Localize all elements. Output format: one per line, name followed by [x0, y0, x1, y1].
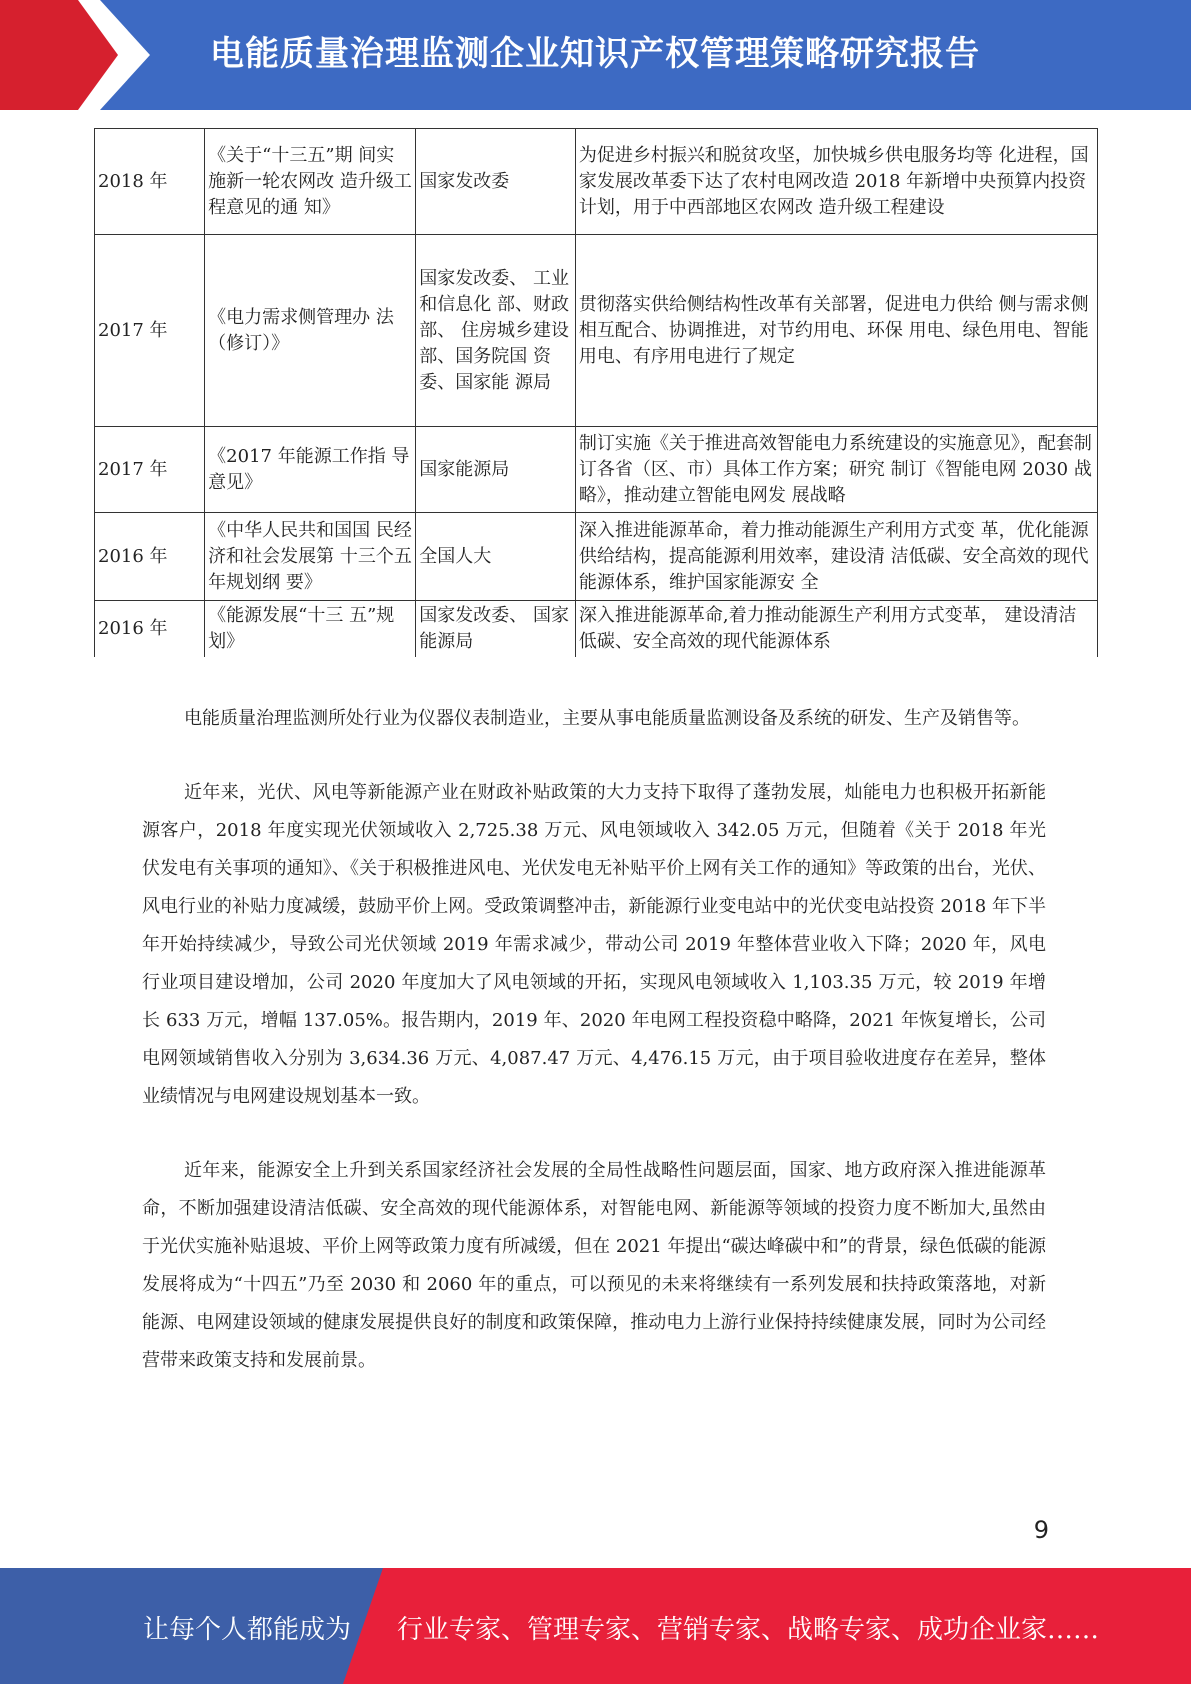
paragraph: 电能质量治理监测所处行业为仪器仪表制造业，主要从事电能质量监测设备及系统的研发、生产及销售等。 [184, 708, 1030, 729]
body-text [142, 700, 1046, 1416]
policy-year: 2016 年 [95, 601, 205, 658]
policy-department: 全国人大 [416, 513, 576, 601]
paragraph: 近年来，能源安全上升到关系国家经济社会发展的全局性战略性问题层面，国家、地方政府深入推进能源革命，不断加强建设清洁低碳、安全高效的现代能源体系，对智能电网、新能源等领域的投资力度不断加大,虽然由于光伏实施补贴退坡、平价上网等政策力度有所减缓，但在 2021 年提出“碳达峰碳中和”的背景，绿色低碳的能源发展将成为“十四五”乃至 2030 和 2060 年的重点，可以预见的未来将继续有一系列发展和扶持政策落地，对新能源、电网建设领域的健康发展提供良好的制度和政策保障，推动电力上游行业保持持续健康发展，同时为公司经营带来政策支持和发展前景。 [142, 1160, 1046, 1371]
policy-name: 《能源发展“十三 五”规划》 [205, 601, 416, 658]
policy-description: 为促进乡村振兴和脱贫攻坚，加快城乡供电服务均等 化进程，国家发展改革委下达了农村电网改造 2018 年新增中央预算内投资计划，用于中西部地区农网改 造升级工程建设 [575, 129, 1097, 235]
policy-department: 国家发改委、 国家能源局 [416, 601, 576, 658]
policy-department: 国家能源局 [416, 427, 576, 513]
policy-table [94, 128, 1098, 657]
policy-description: 制订实施《关于推进高效智能电力系统建设的实施意见》，配套制订各省（区、市）具体工作方案；研究 制订《智能电网 2030 战略》，推动建立智能电网发 展战略 [575, 427, 1097, 513]
policy-name: 《关于“十三五”期 间实施新一轮农网改 造升级工程意见的通 知》 [205, 129, 416, 235]
footer-slogan-right: 行业专家、管理专家、营销专家、战略专家、成功企业家…… [397, 1615, 1100, 1645]
table-row [95, 235, 1098, 427]
paragraph: 近年来，光伏、风电等新能源产业在财政补贴政策的大力支持下取得了蓬勃发展，灿能电力也积极开拓新能源客户，2018 年度实现光伏领域收入 2,725.38 万元、风电领域收入 342.05 万元，但随着《关于 2018 年光伏发电有关事项的通知》、《关于积极推进风电、光伏发电无补贴平价上网有关工作的通知》等政策的出台，光伏、风电行业的补贴力度减缓，鼓励平价上网。受政策调整冲击，新能源行业变电站中的光伏变电站投资 2018 年下半年开始持续减少，导致公司光伏领域 2019 年需求减少，带动公司 2019 年整体营业收入下降；2020 年，风电行业项目建设增加，公司 2020 年度加大了风电领域的开拓，实现风电领域收入 1,103.35 万元，较 2019 年增长 633 万元，增幅 137.05%。报告期内，2019 年、2020 年电网工程投资稳中略降，2021 年恢复增长，公司电网领域销售收入分别为 3,634.36 万元、4,087.47 万元、4,476.15 万元，由于项目验收进度存在差异，整体业绩情况与电网建设规划基本一致。 [142, 782, 1046, 1107]
table-row [95, 129, 1098, 235]
policy-description: 深入推进能源革命，着力推动能源生产利用方式变 革，优化能源供给结构，提高能源利用效率，建设清 洁低碳、安全高效的现代能源体系，维护国家能源安 全 [575, 513, 1097, 601]
policy-name: 《2017 年能源工作指 导意见》 [205, 427, 416, 513]
policy-name: 《电力需求侧管理办 法（修订）》 [205, 235, 416, 427]
page-number: 9 [1033, 1516, 1049, 1544]
footer-slogan-left: 让每个人都能成为 [143, 1615, 352, 1645]
table-row [95, 601, 1098, 658]
table-row [95, 427, 1098, 513]
policy-department: 国家发改委 [416, 129, 576, 235]
policy-department: 国家发改委、 工业和信息化 部、财政部、 住房城乡建设 部、国务院国 资委、国家能 源局 [416, 235, 576, 427]
policy-year: 2017 年 [95, 235, 205, 427]
policy-year: 2018 年 [95, 129, 205, 235]
table-row [95, 513, 1098, 601]
policy-year: 2017 年 [95, 427, 205, 513]
policy-description: 贯彻落实供给侧结构性改革有关部署，促进电力供给 侧与需求侧相互配合、协调推进，对节约用电、环保 用电、绿色用电、智能用电、有序用电进行了规定 [575, 235, 1097, 427]
page-header [0, 0, 1191, 110]
page-footer [0, 1568, 1191, 1684]
policy-name: 《中华人民共和国国 民经济和社会发展第 十三个五年规划纲 要》 [205, 513, 416, 601]
policy-year: 2016 年 [95, 513, 205, 601]
report-title: 电能质量治理监测企业知识产权管理策略研究报告 [210, 34, 980, 74]
policy-description: 深入推进能源革命,着力推动能源生产利用方式变革， 建设清洁低碳、安全高效的现代能源体系 [575, 601, 1097, 658]
